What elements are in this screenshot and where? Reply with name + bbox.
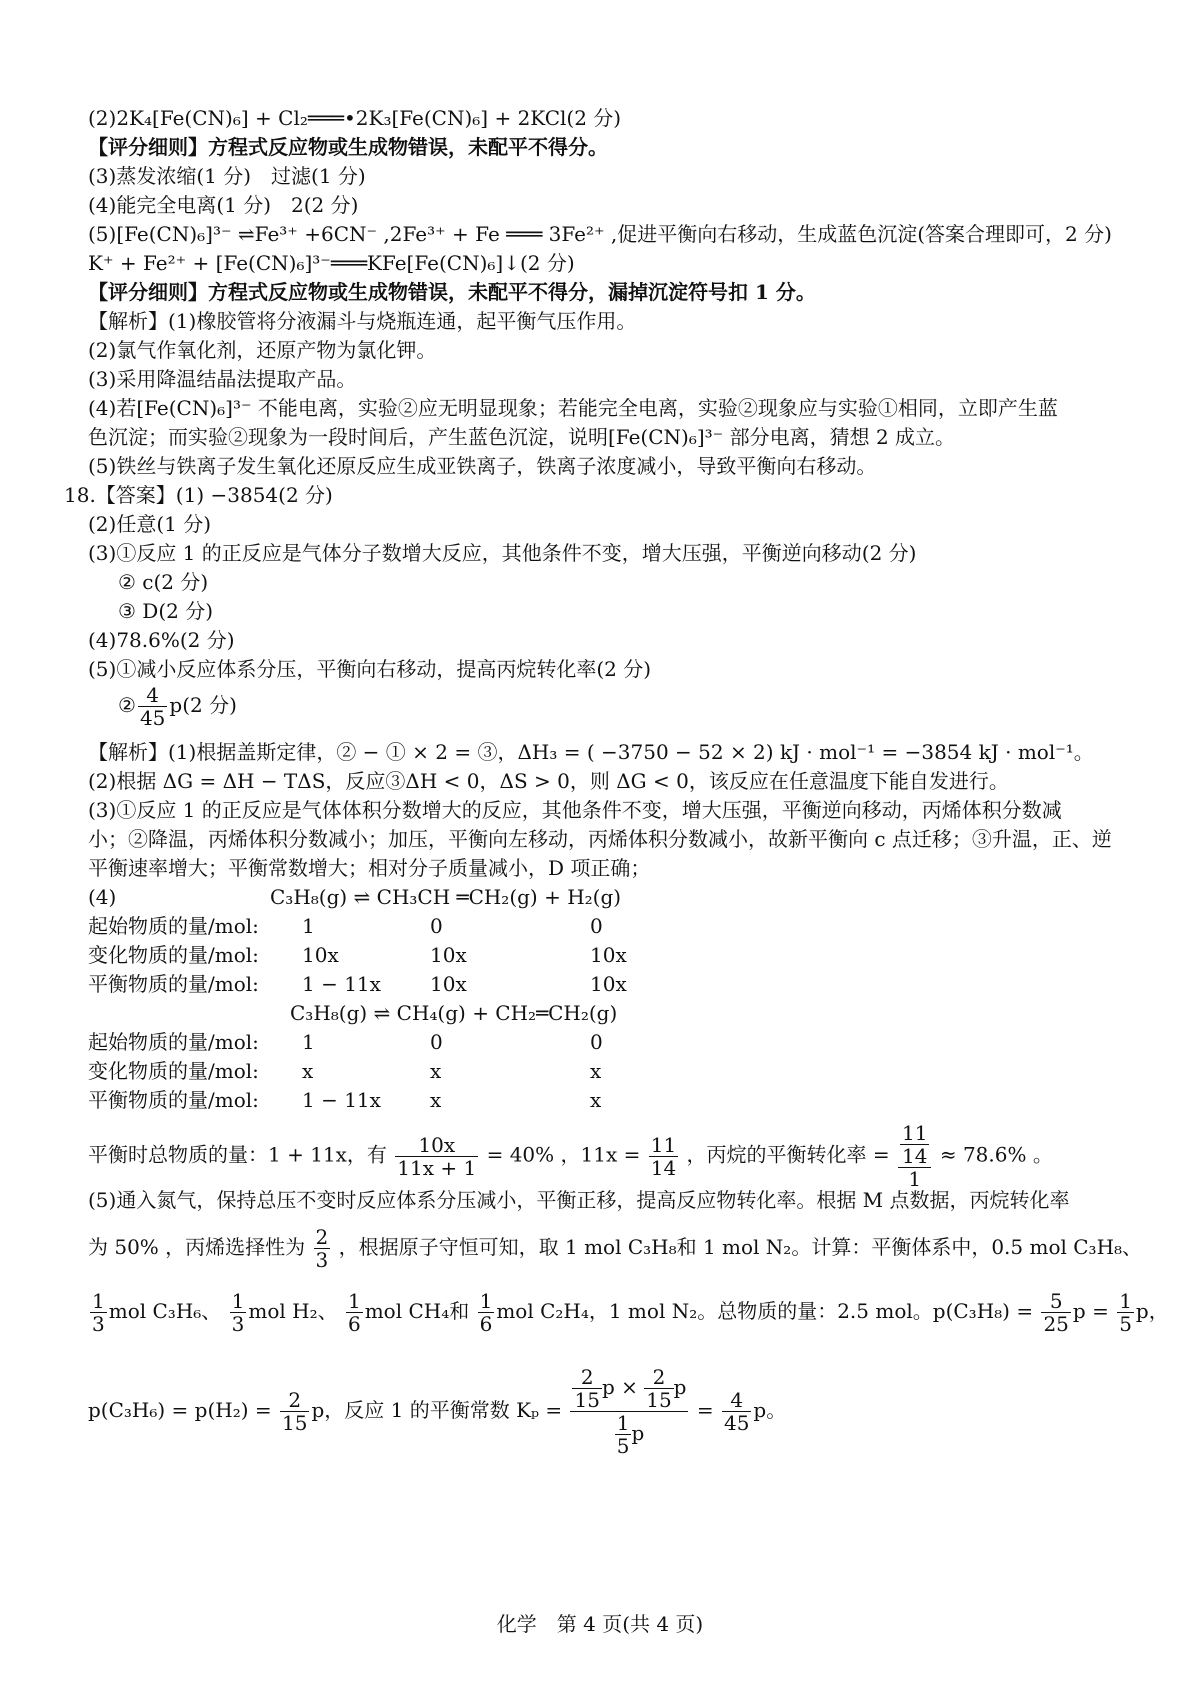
table-row-label: 起始物质的量/mol: bbox=[88, 914, 259, 938]
q17-answer-4: (4)能完全电离(1 分) 2(2 分) bbox=[88, 193, 359, 217]
q18-analysis-2: (2)根据 ΔG = ΔH − TΔS，反应③ΔH < 0，ΔS > 0，则 ΔG < 0，该反应在任意温度下能自发进行。 bbox=[88, 769, 1009, 793]
q18-answer-3-2: ② c(2 分) bbox=[118, 570, 209, 594]
q17-answer-5-equation: K⁺ + Fe²⁺ + [Fe(CN)₆]³⁻═══KFe[Fe(CN)₆]↓(2 分) bbox=[88, 251, 575, 275]
q18-answer-1: 18.【答案】(1) −3854(2 分) bbox=[64, 483, 333, 507]
reaction-1-equation: C₃H₈(g) ⇌ CH₃CH ═CH₂(g) + H₂(g) bbox=[270, 885, 622, 909]
q17-analysis-3: (3)采用降温结晶法提取产品。 bbox=[88, 367, 357, 391]
q17-answer-3: (3)蒸发浓缩(1 分) 过滤(1 分) bbox=[88, 164, 366, 188]
table-cell: 10x bbox=[430, 972, 467, 996]
table-row-label: 平衡物质的量/mol: bbox=[88, 1088, 259, 1112]
q18-answer-5-2: ② $\frac{4}{45}$ p(2 分) bbox=[118, 683, 237, 730]
table-cell: 10x bbox=[590, 943, 627, 967]
table-cell: 0 bbox=[590, 1030, 603, 1054]
selectivity-line: 为 50% ，丙烯选择性为 $\frac{2}{3}$ ，根据原子守恒可知，取 1 mol C₃H₈和 1 mol N₂。计算：平衡体系中，0.5 mol C₃H₈、 bbox=[88, 1225, 1143, 1272]
species-amounts-line: $\frac{1}{3}$ mol C₃H₆、 $\frac{1}{3}$ mol H₂、 $\frac{1}{6}$ mol CH₄和 $\frac{1}{6}$ mol C₂H₄，1 mol N₂。总物质的量：2.5 mol。p(C₃H₈) = $\frac{5}{25}$ p = $\frac{1}{5}$ p， bbox=[92, 1289, 1169, 1336]
table-cell: x bbox=[430, 1059, 442, 1083]
table-cell: x bbox=[590, 1088, 602, 1112]
table-cell: 10x bbox=[590, 972, 627, 996]
table-row-label: 平衡物质的量/mol: bbox=[88, 972, 259, 996]
q18-analysis-3c: 平衡速率增大；平衡常数增大；相对分子质量减小，D 项正确； bbox=[88, 856, 651, 880]
q17-analysis-2: (2)氯气作氧化剂，还原产物为氯化钾。 bbox=[88, 338, 437, 362]
q18-answer-4: (4)78.6%(2 分) bbox=[88, 628, 235, 652]
table-cell: 1 bbox=[302, 1030, 315, 1054]
q17-analysis-1: 【解析】(1)橡胶管将分液漏斗与烧瓶连通，起平衡气压作用。 bbox=[88, 309, 637, 333]
table-cell: 0 bbox=[590, 914, 603, 938]
table-cell: 0 bbox=[430, 914, 443, 938]
table-cell: 1 − 11x bbox=[302, 972, 381, 996]
table-cell: x bbox=[302, 1059, 314, 1083]
q17-analysis-4a: (4)若[Fe(CN)₆]³⁻ 不能电离，实验②应无明显现象；若能完全电离，实验②现象应与实验①相同，立即产生蓝 bbox=[88, 396, 1058, 420]
q18-answer-3-3: ③ D(2 分) bbox=[118, 599, 214, 623]
table-row-label: 变化物质的量/mol: bbox=[88, 1059, 259, 1083]
q17-analysis-5: (5)铁丝与铁离子发生氧化还原反应生成亚铁离子，铁离子浓度减小，导致平衡向右移动。 bbox=[88, 454, 877, 478]
q18-answer-3-1: (3)①反应 1 的正反应是气体分子数增大反应，其他条件不变，增大压强，平衡逆向移动(2 分) bbox=[88, 541, 917, 565]
table-row-label: 起始物质的量/mol: bbox=[88, 1030, 259, 1054]
table-cell: x bbox=[590, 1059, 602, 1083]
q17-answer-2: (2)2K₄[Fe(CN)₆] + Cl₂═══•2K₃[Fe(CN)₆] + 2KCl(2 分) bbox=[88, 106, 622, 130]
table-cell: x bbox=[430, 1088, 442, 1112]
q18-analysis-1: 【解析】(1)根据盖斯定律，② − ① × 2 = ③，ΔH₃ = ( −3750 − 52 × 2) kJ · mol⁻¹ = −3854 kJ · mol⁻¹。 bbox=[88, 740, 1094, 764]
q18-analysis-5a: (5)通入氮气，保持总压不变时反应体系分压减小，平衡正移，提高反应物转化率。根据 M 点数据，丙烷转化率 bbox=[88, 1188, 1070, 1212]
equilibrium-table-1 bbox=[0, 883, 1200, 999]
part-4-label: (4) bbox=[88, 885, 117, 909]
q18-answer-2: (2)任意(1 分) bbox=[88, 512, 212, 536]
reaction-2-equation: C₃H₈(g) ⇌ CH₄(g) + CH₂═CH₂(g) bbox=[290, 1001, 618, 1025]
scoring-note-2: 【评分细则】方程式反应物或生成物错误，未配平不得分，漏掉沉淀符号扣 1 分。 bbox=[88, 280, 816, 304]
page-footer: 化学 第 4 页(共 4 页) bbox=[496, 1612, 704, 1636]
scoring-note-1: 【评分细则】方程式反应物或生成物错误，未配平不得分。 bbox=[88, 135, 608, 159]
table-cell: 10x bbox=[302, 943, 339, 967]
q17-analysis-4b: 色沉淀；而实验②现象为一段时间后，产生蓝色沉淀，说明[Fe(CN)₆]³⁻ 部分电离，猜想 2 成立。 bbox=[88, 425, 956, 449]
table-cell: 10x bbox=[430, 943, 467, 967]
q18-analysis-3a: (3)①反应 1 的正反应是气体体积分数增大的反应，其他条件不变，增大压强，平衡逆向移动，丙烯体积分数减 bbox=[88, 798, 1062, 822]
table-cell: 1 − 11x bbox=[302, 1088, 381, 1112]
q18-answer-5-1: (5)①减小反应体系分压，平衡向右移动，提高丙烷转化率(2 分) bbox=[88, 657, 652, 681]
table-cell: 0 bbox=[430, 1030, 443, 1054]
total-amount-equation: 平衡时总物质的量：1 + 11x，有 $\frac{10x}{11x + 1}$ = 40% ，11x = $\frac{11}{14}$ ，丙烷的平衡转化率 = $\frac{\frac{11}{14}}{1}$ ≈ 78.6% 。 bbox=[88, 1121, 1053, 1191]
table-row-label: 变化物质的量/mol: bbox=[88, 943, 259, 967]
q17-answer-5: (5)[Fe(CN)₆]³⁻ ⇌Fe³⁺ +6CN⁻ ,2Fe³⁺ + Fe ═══ 3Fe²⁺ ,促进平衡向右移动，生成蓝色沉淀(答案合理即可，2 分) bbox=[88, 222, 1112, 246]
table-cell: 1 bbox=[302, 914, 315, 938]
q18-analysis-3b: 小；②降温，丙烯体积分数减小；加压，平衡向左移动，丙烯体积分数减小，故新平衡向 c 点迁移；③升温，正、逆 bbox=[88, 827, 1112, 851]
equilibrium-table-2 bbox=[0, 999, 1200, 1115]
kp-equation: p(C₃H₆) = p(H₂) = $\frac{2}{15}$ p，反应 1 的平衡常数 Kₚ = $\frac{2}{15}$ p × $\frac{2}{15}$ p $\frac{1}{5}$ p = $\frac{4}{45}$ p。 bbox=[88, 1365, 787, 1458]
